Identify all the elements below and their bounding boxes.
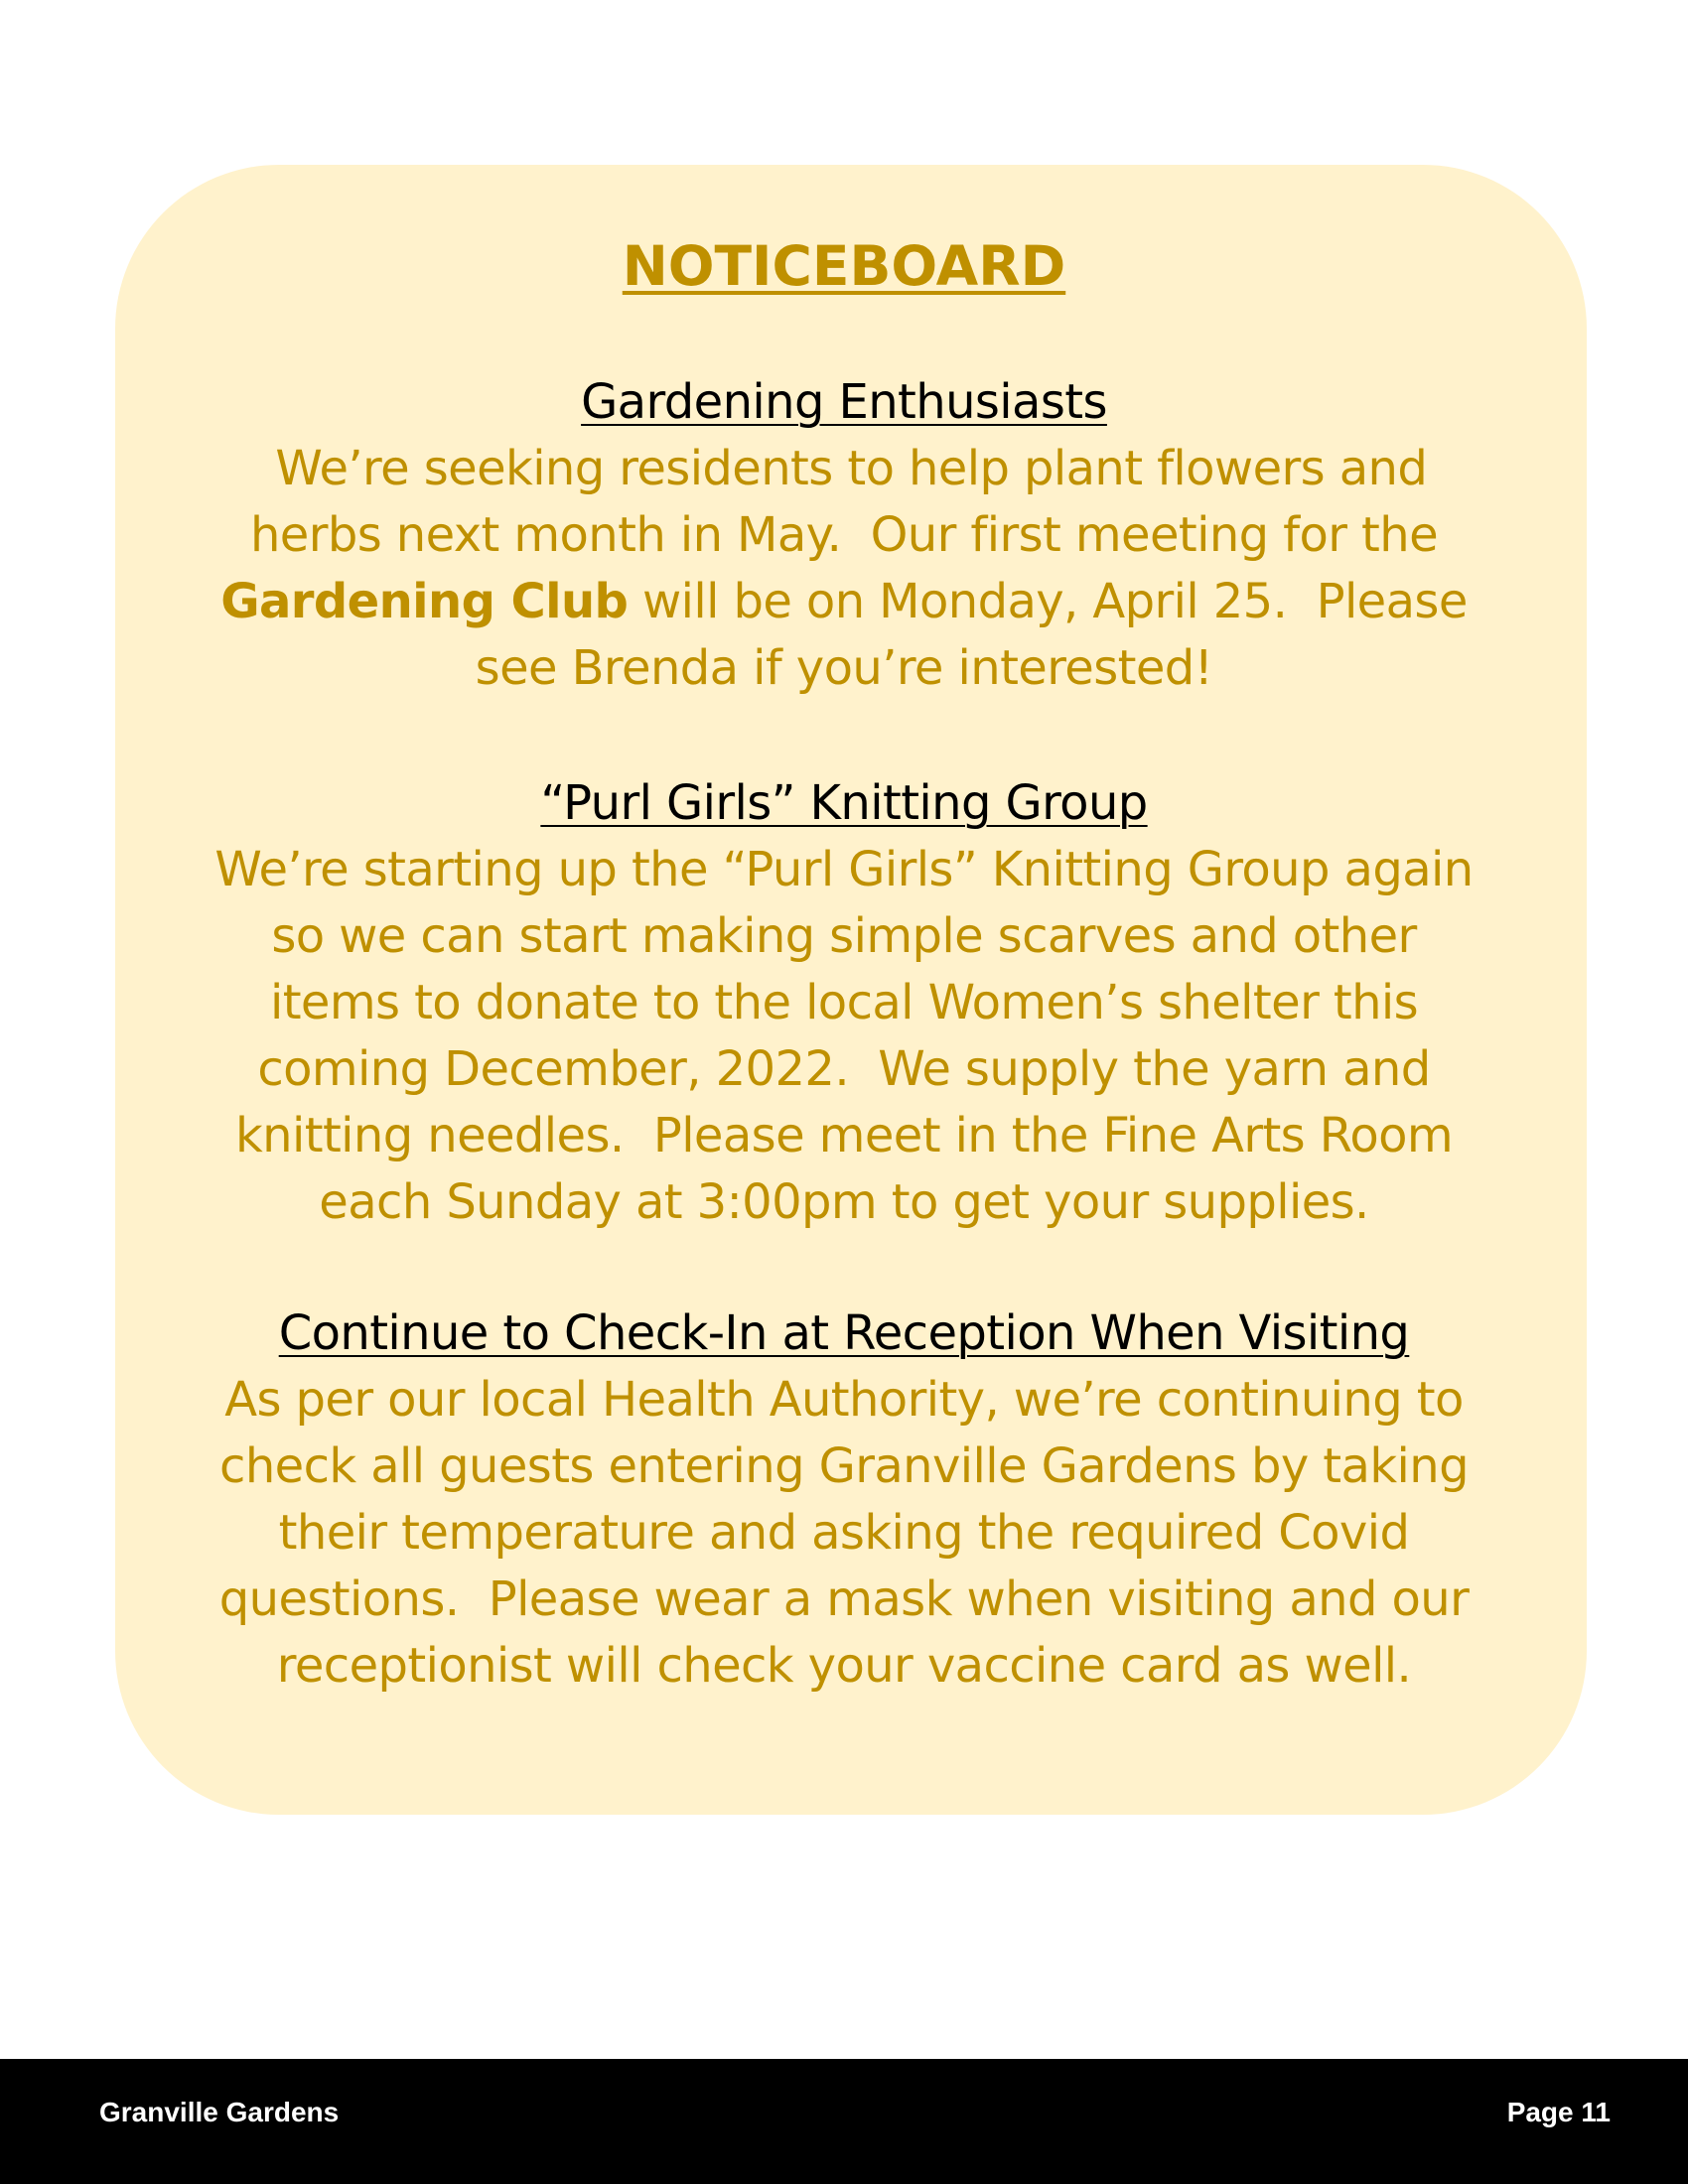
body-line: check all guests entering Granville Gardens by taking bbox=[219, 1438, 1469, 1494]
body-line: see Brenda if you’re interested! bbox=[475, 640, 1213, 696]
body-line: knitting needles. Please meet in the Fine Arts Room bbox=[234, 1108, 1454, 1163]
body-line: As per our local Health Authority, we’re continuing to bbox=[224, 1372, 1464, 1428]
section-heading: Continue to Check-In at Reception When Visiting bbox=[278, 1305, 1410, 1361]
notice-purl-girls-knitting bbox=[149, 770, 1539, 1236]
body-line: herbs next month in May. Our first meeting for the bbox=[249, 507, 1439, 563]
body-line bbox=[149, 569, 1539, 635]
section-heading: Gardening Enthusiasts bbox=[581, 374, 1107, 430]
body-line: We’re seeking residents to help plant flowers and bbox=[260, 441, 1428, 496]
body-line-rest: will be on Monday, April 25. Please bbox=[628, 574, 1468, 629]
body-line: items to donate to the local Women’s shelter this bbox=[269, 975, 1419, 1030]
section-heading: “Purl Girls” Knitting Group bbox=[540, 775, 1148, 831]
body-line: each Sunday at 3:00pm to get your supplies. bbox=[319, 1174, 1369, 1230]
footer-publication-name: Granville Gardens bbox=[99, 2097, 340, 2127]
body-line: their temperature and asking the required Covid bbox=[278, 1505, 1410, 1561]
gardening-club-bold: Gardening Club bbox=[220, 574, 629, 629]
section-body bbox=[149, 837, 1539, 1236]
notice-check-in-reception bbox=[149, 1300, 1539, 1700]
body-line: We’re starting up the “Purl Girls” Knitting Group again bbox=[214, 842, 1474, 897]
body-line: so we can start making simple scarves and other bbox=[271, 908, 1417, 964]
footer-page-number: Page 11 bbox=[1506, 2097, 1611, 2127]
section-body bbox=[149, 1367, 1539, 1700]
section-body bbox=[149, 436, 1539, 702]
body-line: receptionist will check your vaccine card as well. bbox=[276, 1638, 1412, 1694]
notice-gardening-enthusiasts bbox=[149, 369, 1539, 702]
body-line: coming December, 2022. We supply the yarn and bbox=[257, 1041, 1431, 1097]
noticeboard-title: NOTICEBOARD bbox=[622, 234, 1066, 298]
body-line: questions. Please wear a mask when visiting and our bbox=[218, 1571, 1470, 1627]
